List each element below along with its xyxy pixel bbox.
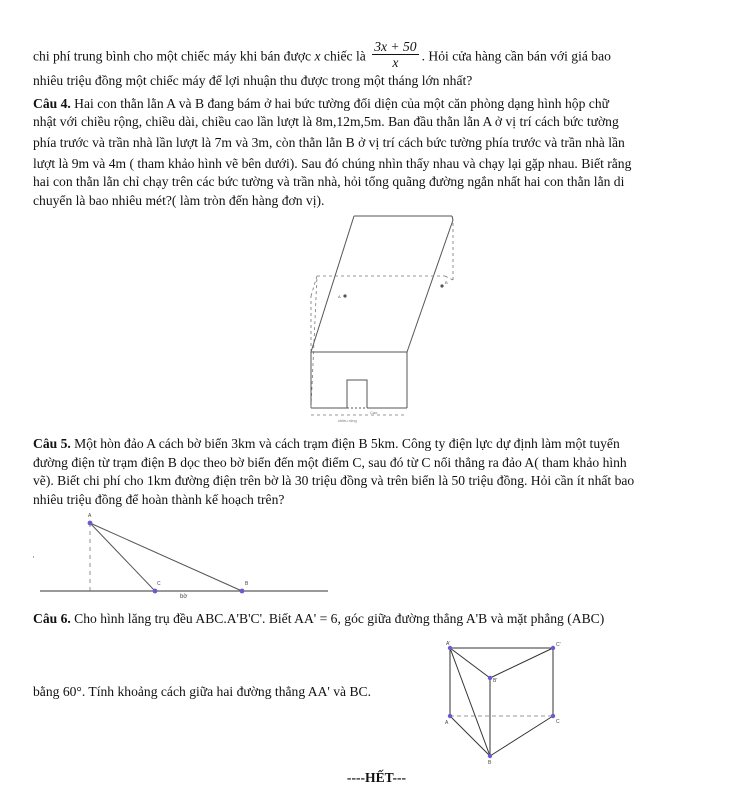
point-b — [240, 589, 245, 594]
q6-line-2: bằng 60°. Tính khoảng cách giữa hai đường thẳng AA' và BC. — [33, 684, 372, 699]
q6-line-1 — [33, 610, 604, 628]
fraction-denominator: x — [392, 55, 399, 70]
q4-line-6: chuyển là bao nhiêu mét?( làm tròn đến hàng đơn vị). — [33, 193, 325, 208]
q4-line-4: lượt là 9m và 4m ( tham khảo hình vẽ bên dưới). Sau đó chúng nhìn thấy nhau và chạy lại gặp nhau. Biết rằng — [33, 156, 632, 171]
island-figure — [30, 505, 330, 600]
label-c1: C' — [556, 642, 561, 648]
label-a: A — [445, 720, 449, 726]
line-a1-b — [450, 648, 490, 756]
point-b1 — [488, 676, 492, 680]
point-a — [88, 521, 93, 526]
label-b: B — [488, 760, 492, 765]
point-c — [551, 714, 555, 718]
edge-c-b — [490, 716, 553, 756]
q4-text-1: Hai con thằn lằn A và B đang bám ở hai bức tường đối diện của một căn phòng dạng hình hộp chữ — [70, 96, 609, 111]
height-label: Cao — [370, 410, 378, 415]
q4-line-3: phía trước và trần nhà lần lượt là 7m và 3m, còn thằn lằn B ở vị trí cách bức tường phía trước và trần nhà lần — [33, 135, 625, 150]
q5-label: Câu 5. — [33, 436, 71, 451]
q3-text-b: chiếc là — [320, 48, 370, 64]
room-edge — [407, 220, 453, 352]
room-edge — [311, 216, 354, 352]
label-shore: bờ — [180, 594, 188, 600]
label-b: B — [245, 581, 249, 587]
lizard-b-label: B — [445, 280, 448, 285]
q5-line-2: đường điện từ trạm điện B dọc theo bờ biển đến một điểm C, sau đó từ C nối thẳng ra đảo A( tham khảo hình — [33, 455, 627, 470]
cost-fraction — [372, 39, 418, 70]
line-ab — [90, 523, 242, 591]
point-c — [153, 589, 158, 594]
edge-c1-b1 — [490, 648, 553, 678]
prism-figure — [440, 640, 570, 765]
q6-text-1: Cho hình lăng trụ đều ABC.A'B'C'. Biết AA' = 6, góc giữa đường thẳng A'B và mặt phẳng (ABC) — [70, 611, 605, 626]
label-a: A — [88, 513, 92, 519]
door-outline — [347, 380, 367, 408]
q3-line-1 — [33, 39, 611, 73]
q4-line-5: hai con thằn lằn chỉ chạy trên các bức tường và trần nhà, hỏi tổng quãng đường ngắn nhất hai con thằn lằn di — [33, 174, 625, 189]
q4-label: Câu 4. — [33, 96, 71, 111]
q3-text-c: . Hỏi cửa hàng cần bán với giá bao — [421, 48, 611, 64]
room-edge — [452, 216, 453, 220]
point-a — [448, 714, 452, 718]
room-figure — [290, 210, 470, 425]
line-ac — [90, 523, 155, 591]
fraction-numerator: 3x + 50 — [374, 39, 417, 54]
q3-var-x: x — [314, 48, 321, 64]
q5-line-1 — [33, 435, 620, 453]
q5-line-3: vẽ). Biết chi phí cho 1km đường điện trên bờ là 30 triệu đồng và trên biển là 50 triệu đồng. Hỏi cần ít nhất bao — [33, 473, 635, 488]
end-marker: ----HẾT--- — [346, 770, 407, 785]
lizard-b-point — [440, 284, 443, 287]
q5-line-4: nhiêu triệu đồng để hoàn thành kế hoạch trên? — [33, 492, 285, 507]
width-label: chiều rộng — [338, 418, 357, 423]
q5-text-1: Một hòn đảo A cách bờ biển 3km và cách trạm điện B 5km. Công ty điện lực dự định làm một tuyến — [70, 436, 620, 451]
label-a1: A' — [446, 641, 451, 647]
q3-line-2: nhiêu triệu đồng một chiếc máy để lợi nhuận thu được trong một tháng lớn nhất? — [33, 73, 473, 88]
edge-a-b — [450, 716, 490, 756]
q4-line-1 — [33, 95, 609, 113]
q6-label: Câu 6. — [33, 611, 71, 626]
label-b1: B' — [493, 678, 498, 684]
q4-line-2: nhật với chiều rộng, chiều dài, chiều cao lần lượt là 8m,12m,5m. Ban đầu thằn lằn A ở vị trí cách bức tường — [33, 114, 619, 129]
label-c: C — [556, 719, 560, 725]
point-b — [488, 754, 492, 758]
lizard-a-label: A — [338, 294, 341, 299]
point-c1 — [551, 646, 555, 650]
q3-text-a: chi phí trung bình cho một chiếc máy khi bán được — [33, 48, 315, 64]
lizard-a-point — [343, 294, 346, 297]
hidden-edge — [311, 276, 317, 408]
label-c: C — [157, 581, 161, 587]
